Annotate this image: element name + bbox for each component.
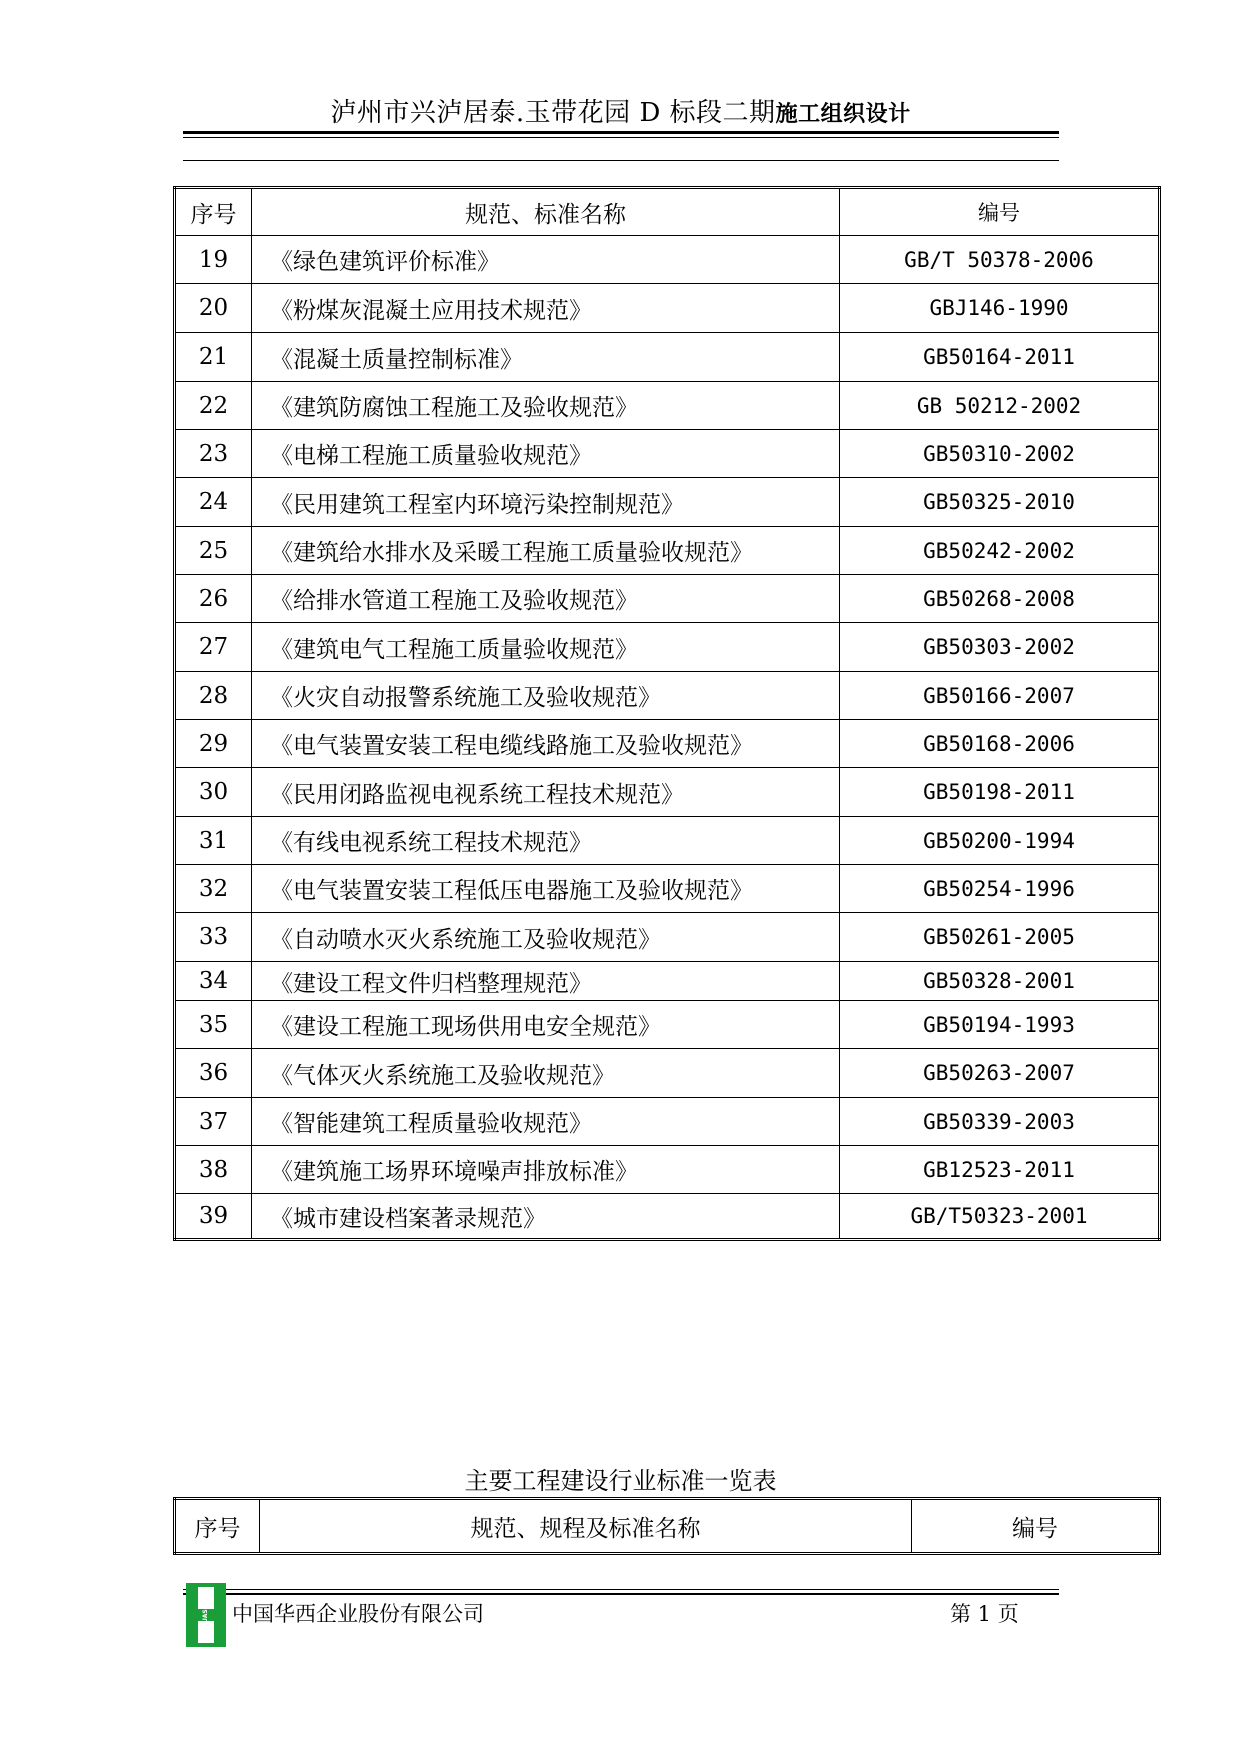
table-row xyxy=(175,527,1160,575)
table-row xyxy=(175,913,1160,962)
footer-rule-thin xyxy=(183,1589,1059,1590)
row-standard-code: GB50164-2011 xyxy=(840,333,1160,382)
row-seq: 31 xyxy=(175,817,252,865)
table-row xyxy=(175,382,1160,430)
row-standard-code: GB50166-2007 xyxy=(840,672,1160,720)
table-row xyxy=(175,720,1160,768)
row-standard-code: GB50200-1994 xyxy=(840,817,1160,865)
row-standard-name: 《有线电视系统工程技术规范》 xyxy=(252,817,840,865)
row-seq: 26 xyxy=(175,575,252,623)
row-seq: 21 xyxy=(175,333,252,382)
row-standard-name: 《城市建设档案著录规范》 xyxy=(252,1194,840,1240)
table-header-row xyxy=(175,188,1160,236)
header-rule-thick xyxy=(183,131,1059,134)
table-row xyxy=(175,284,1160,333)
row-standard-code: GB50310-2002 xyxy=(840,430,1160,478)
row-standard-code: GB50328-2001 xyxy=(840,962,1160,1001)
table-row xyxy=(175,1146,1160,1194)
row-seq: 29 xyxy=(175,720,252,768)
row-standard-code: GB50261-2005 xyxy=(840,913,1160,962)
row-standard-name: 《粉煤灰混凝土应用技术规范》 xyxy=(252,284,840,333)
row-standard-code: GB/T50323-2001 xyxy=(840,1194,1160,1240)
row-standard-name: 《建设工程文件归档整理规范》 xyxy=(252,962,840,1001)
table-row xyxy=(175,865,1160,913)
row-standard-name: 《建筑施工场界环境噪声排放标准》 xyxy=(252,1146,840,1194)
row-standard-code: GB50339-2003 xyxy=(840,1098,1160,1146)
section-title: 主要工程建设行业标准一览表 xyxy=(464,1467,777,1495)
row-standard-code: GB50263-2007 xyxy=(840,1049,1160,1098)
table-row xyxy=(175,1049,1160,1098)
row-standard-code: GB50194-1993 xyxy=(840,1001,1160,1049)
row-seq: 25 xyxy=(175,527,252,575)
table-row xyxy=(175,236,1160,284)
header-name: 规范、规程及标准名称 xyxy=(260,1499,912,1554)
row-seq: 39 xyxy=(175,1194,252,1240)
row-standard-name: 《电梯工程施工质量验收规范》 xyxy=(252,430,840,478)
row-seq: 38 xyxy=(175,1146,252,1194)
row-standard-name: 《民用闭路监视电视系统工程技术规范》 xyxy=(252,768,840,817)
row-standard-code: GB50198-2011 xyxy=(840,768,1160,817)
row-seq: 30 xyxy=(175,768,252,817)
header-rule-thin xyxy=(183,137,1059,138)
row-standard-name: 《建筑防腐蚀工程施工及验收规范》 xyxy=(252,382,840,430)
row-seq: 33 xyxy=(175,913,252,962)
row-seq: 24 xyxy=(175,478,252,527)
table-row xyxy=(175,333,1160,382)
table-row xyxy=(175,1001,1160,1049)
table-row xyxy=(175,478,1160,527)
table-row xyxy=(175,962,1160,1001)
row-standard-code: GB12523-2011 xyxy=(840,1146,1160,1194)
row-seq: 37 xyxy=(175,1098,252,1146)
table-row xyxy=(175,1098,1160,1146)
svg-text:HUASHI: HUASHI xyxy=(202,1602,209,1628)
row-standard-name: 《智能建筑工程质量验收规范》 xyxy=(252,1098,840,1146)
header-seq: 序号 xyxy=(175,188,252,236)
row-seq: 27 xyxy=(175,623,252,672)
row-seq: 35 xyxy=(175,1001,252,1049)
row-seq: 28 xyxy=(175,672,252,720)
row-standard-code: GB50242-2002 xyxy=(840,527,1160,575)
header-code: 编号 xyxy=(912,1499,1160,1554)
row-standard-code: GBJ146-1990 xyxy=(840,284,1160,333)
row-seq: 32 xyxy=(175,865,252,913)
row-standard-name: 《民用建筑工程室内环境污染控制规范》 xyxy=(252,478,840,527)
header-seq: 序号 xyxy=(175,1499,260,1554)
header-rule-separator xyxy=(183,160,1059,161)
row-standard-code: GB50254-1996 xyxy=(840,865,1160,913)
row-standard-name: 《气体灭火系统施工及验收规范》 xyxy=(252,1049,840,1098)
footer-company-name: 中国华西企业股份有限公司 xyxy=(232,1602,484,1626)
table-row xyxy=(175,817,1160,865)
row-standard-name: 《自动喷水灭火系统施工及验收规范》 xyxy=(252,913,840,962)
row-standard-name: 《绿色建筑评价标准》 xyxy=(252,236,840,284)
table-row xyxy=(175,430,1160,478)
company-logo-icon xyxy=(186,1583,226,1647)
row-seq: 36 xyxy=(175,1049,252,1098)
row-standard-name: 《电气装置安装工程电缆线路施工及验收规范》 xyxy=(252,720,840,768)
header-title-suffix: 施工组织设计 xyxy=(775,102,911,127)
row-seq: 19 xyxy=(175,236,252,284)
row-standard-code: GB50303-2002 xyxy=(840,623,1160,672)
footer-rule-thick xyxy=(183,1593,1059,1595)
header-title-main: 泸州市兴泸居泰.玉带花园 D 标段二期 xyxy=(330,98,776,128)
table-row xyxy=(175,672,1160,720)
document-header-title xyxy=(0,92,1241,129)
table-row xyxy=(175,575,1160,623)
table-header-row xyxy=(175,1499,1160,1554)
row-standard-name: 《火灾自动报警系统施工及验收规范》 xyxy=(252,672,840,720)
row-standard-code: GB50325-2010 xyxy=(840,478,1160,527)
row-seq: 34 xyxy=(175,962,252,1001)
row-standard-code: GB 50212-2002 xyxy=(840,382,1160,430)
row-standard-name: 《建设工程施工现场供用电安全规范》 xyxy=(252,1001,840,1049)
table-row xyxy=(175,1194,1160,1240)
row-standard-code: GB50268-2008 xyxy=(840,575,1160,623)
header-name: 规范、标准名称 xyxy=(252,188,840,236)
table-row xyxy=(175,623,1160,672)
standards-table xyxy=(173,186,1161,1241)
row-standard-name: 《建筑给水排水及采暖工程施工质量验收规范》 xyxy=(252,527,840,575)
row-standard-name: 《电气装置安装工程低压电器施工及验收规范》 xyxy=(252,865,840,913)
footer-page-number: 第 1 页 xyxy=(950,1602,1019,1626)
row-standard-name: 《给排水管道工程施工及验收规范》 xyxy=(252,575,840,623)
industry-standards-table xyxy=(173,1497,1161,1555)
row-standard-code: GB/T 50378-2006 xyxy=(840,236,1160,284)
row-standard-name: 《建筑电气工程施工质量验收规范》 xyxy=(252,623,840,672)
table-row xyxy=(175,768,1160,817)
row-standard-name: 《混凝土质量控制标准》 xyxy=(252,333,840,382)
row-seq: 23 xyxy=(175,430,252,478)
row-seq: 22 xyxy=(175,382,252,430)
header-code: 编号 xyxy=(840,188,1160,236)
row-seq: 20 xyxy=(175,284,252,333)
row-standard-code: GB50168-2006 xyxy=(840,720,1160,768)
